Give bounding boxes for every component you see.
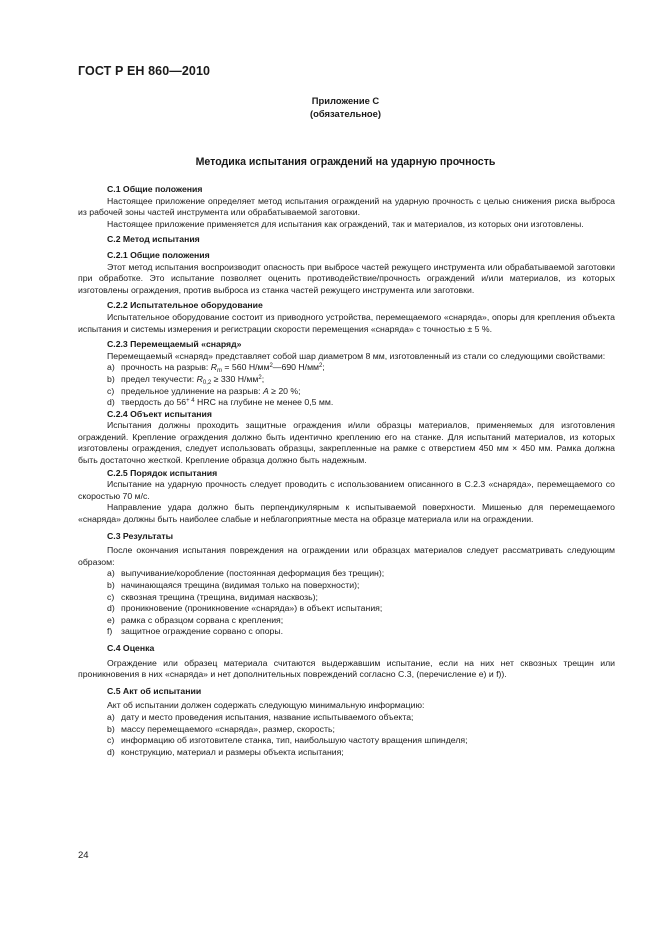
paragraph: Направление удара должно быть перпендикулярным к испытываемой поверхности. Мишенью для перемещаемого «снаряда» должны быть наиболее слабые и неблагоприятные места на образце материала или на ограждении. bbox=[78, 502, 615, 525]
page-number: 24 bbox=[78, 850, 89, 861]
standard-header: ГОСТ Р ЕН 860—2010 bbox=[78, 64, 211, 78]
section-heading-c3: С.3 Результаты bbox=[107, 530, 174, 541]
section-heading-c22: С.2.2 Испытательное оборудование bbox=[107, 300, 263, 311]
results-list bbox=[78, 568, 615, 638]
paragraph: Акт об испытании должен содержать следующую минимальную информацию: bbox=[107, 700, 425, 711]
list-item: c) сквозная трещина (трещина, видимая насквозь); bbox=[107, 591, 318, 602]
list-item: b) начинающаяся трещина (видимая только на поверхности); bbox=[107, 580, 360, 590]
document-body bbox=[78, 184, 615, 758]
section-heading-c21: С.2.1 Общие положения bbox=[107, 249, 210, 260]
section-heading-c24: С.2.4 Объект испытания bbox=[107, 408, 212, 419]
section-heading-c2: С.2 Метод испытания bbox=[107, 234, 200, 245]
section-heading-c23: С.2.3 Перемещаемый «снаряд» bbox=[107, 339, 242, 350]
list-item: a) прочность на разрыв: $R_m = 560$ $Н/мм^2—690$ $Н/мм^2$; bbox=[107, 362, 325, 375]
report-list bbox=[78, 712, 615, 758]
paragraph: Настоящее приложение определяет метод испытания ограждений на ударную прочность с целью снижения риска выброса из рабочей зоны частей инструмента или обрабатываемой заготовки. bbox=[78, 195, 615, 218]
section-heading-c5: С.5 Акт об испытании bbox=[107, 685, 202, 696]
paragraph: Испытания должны проходить защитные ограждения и/или образцы материалов, применяемых для изготовления ограждений. Крепление ограждения должно быть идентично креплению его на станке. Для испытаний материалов, из которых изготовлены ограждения, следует использовать образцы, закрепленные на рамке с отверстием 450 мм × 450 мм. Рамка должна быть достаточно жесткой. Крепление образца должно быть надежным. bbox=[78, 420, 615, 466]
section-heading-c1: С.1 Общие положения bbox=[107, 184, 203, 194]
annex-title: Методика испытания ограждений на ударную прочность bbox=[195, 156, 496, 168]
section-heading-c25: С.2.5 Порядок испытания bbox=[107, 467, 218, 478]
list-item: f) защитное ограждение сорвано с опоры. bbox=[107, 626, 284, 637]
paragraph: Перемещаемый «снаряд» представляет собой шар диаметром 8 мм, изготовленный из стали со следующими свойствами: bbox=[107, 350, 606, 361]
paragraph: Настоящее приложение применяется для испытания как ограждений, так и материалов, из которых они изготовлены. bbox=[107, 218, 584, 229]
list-item: d) твердость до $56^{+ 4}$ HRC на глубине не менее 0,5 мм. bbox=[107, 397, 334, 408]
list-item: a) дату и место проведения испытания, название испытываемого объекта; bbox=[107, 711, 414, 722]
paragraph: Испытание на ударную прочность следует проводить с использованием описанного в С.2.3 «снаряда», перемещаемого со скоростью 70 м/с. bbox=[78, 479, 615, 501]
list-item: b) предел текучести: $R_{0,2} \ge 330$ $Н/мм^2$; bbox=[107, 373, 265, 386]
list-item: c) предельное удлинение на разрыв: A ≥ 20 %; bbox=[107, 385, 301, 396]
paragraph: После окончания испытания повреждения на ограждении или образцах материалов следует рассматривать следующим образом: bbox=[78, 545, 615, 567]
annex-status: (обязательное) bbox=[310, 108, 381, 119]
list-item: а) выпучивание/коробление (постоянная деформация без трещин); bbox=[107, 568, 385, 579]
list-item: d) проникновение (проникновение «снаряда») в объект испытания; bbox=[107, 603, 383, 614]
list-item: e) рамка с образцом сорвана с крепления; bbox=[107, 614, 284, 625]
list-item: c) информацию об изготовителе станка, тип, наибольшую частоту вращения шпинделя; bbox=[107, 735, 468, 746]
list-item: b) массу перемещаемого «снаряда», размер, скорость; bbox=[107, 723, 335, 734]
paragraph: Ограждение или образец материала считаются выдержавшим испытание, если на них нет сквозных трещин или проникновения в них «снаряда» и нет дополнительных повреждений согласно С.3, (перечисление е) и f)). bbox=[78, 657, 615, 680]
paragraph: Испытательное оборудование состоит из приводного устройства, перемещаемого «снаряда», опоры для крепления объекта испытания и системы измерения и регистрации скорости перемещения «снаряда» с точностью ± 5 %. bbox=[78, 311, 615, 334]
paragraph: Этот метод испытания воспроизводит опасность при выбросе частей режущего инструмента или обрабатываемой заготовки при обработке. Это испытание позволяет оценить противодействие/прочность ограждений и/или материалов, из которых изготовлены ограждения, против выброса из станка частей режущего инструмента или заготовки. bbox=[78, 261, 615, 295]
section-heading-c4: С.4 Оценка bbox=[107, 642, 155, 653]
annex-label: Приложение С bbox=[311, 95, 380, 106]
list-item: d) конструкцию, материал и размеры объекта испытания; bbox=[107, 746, 344, 757]
